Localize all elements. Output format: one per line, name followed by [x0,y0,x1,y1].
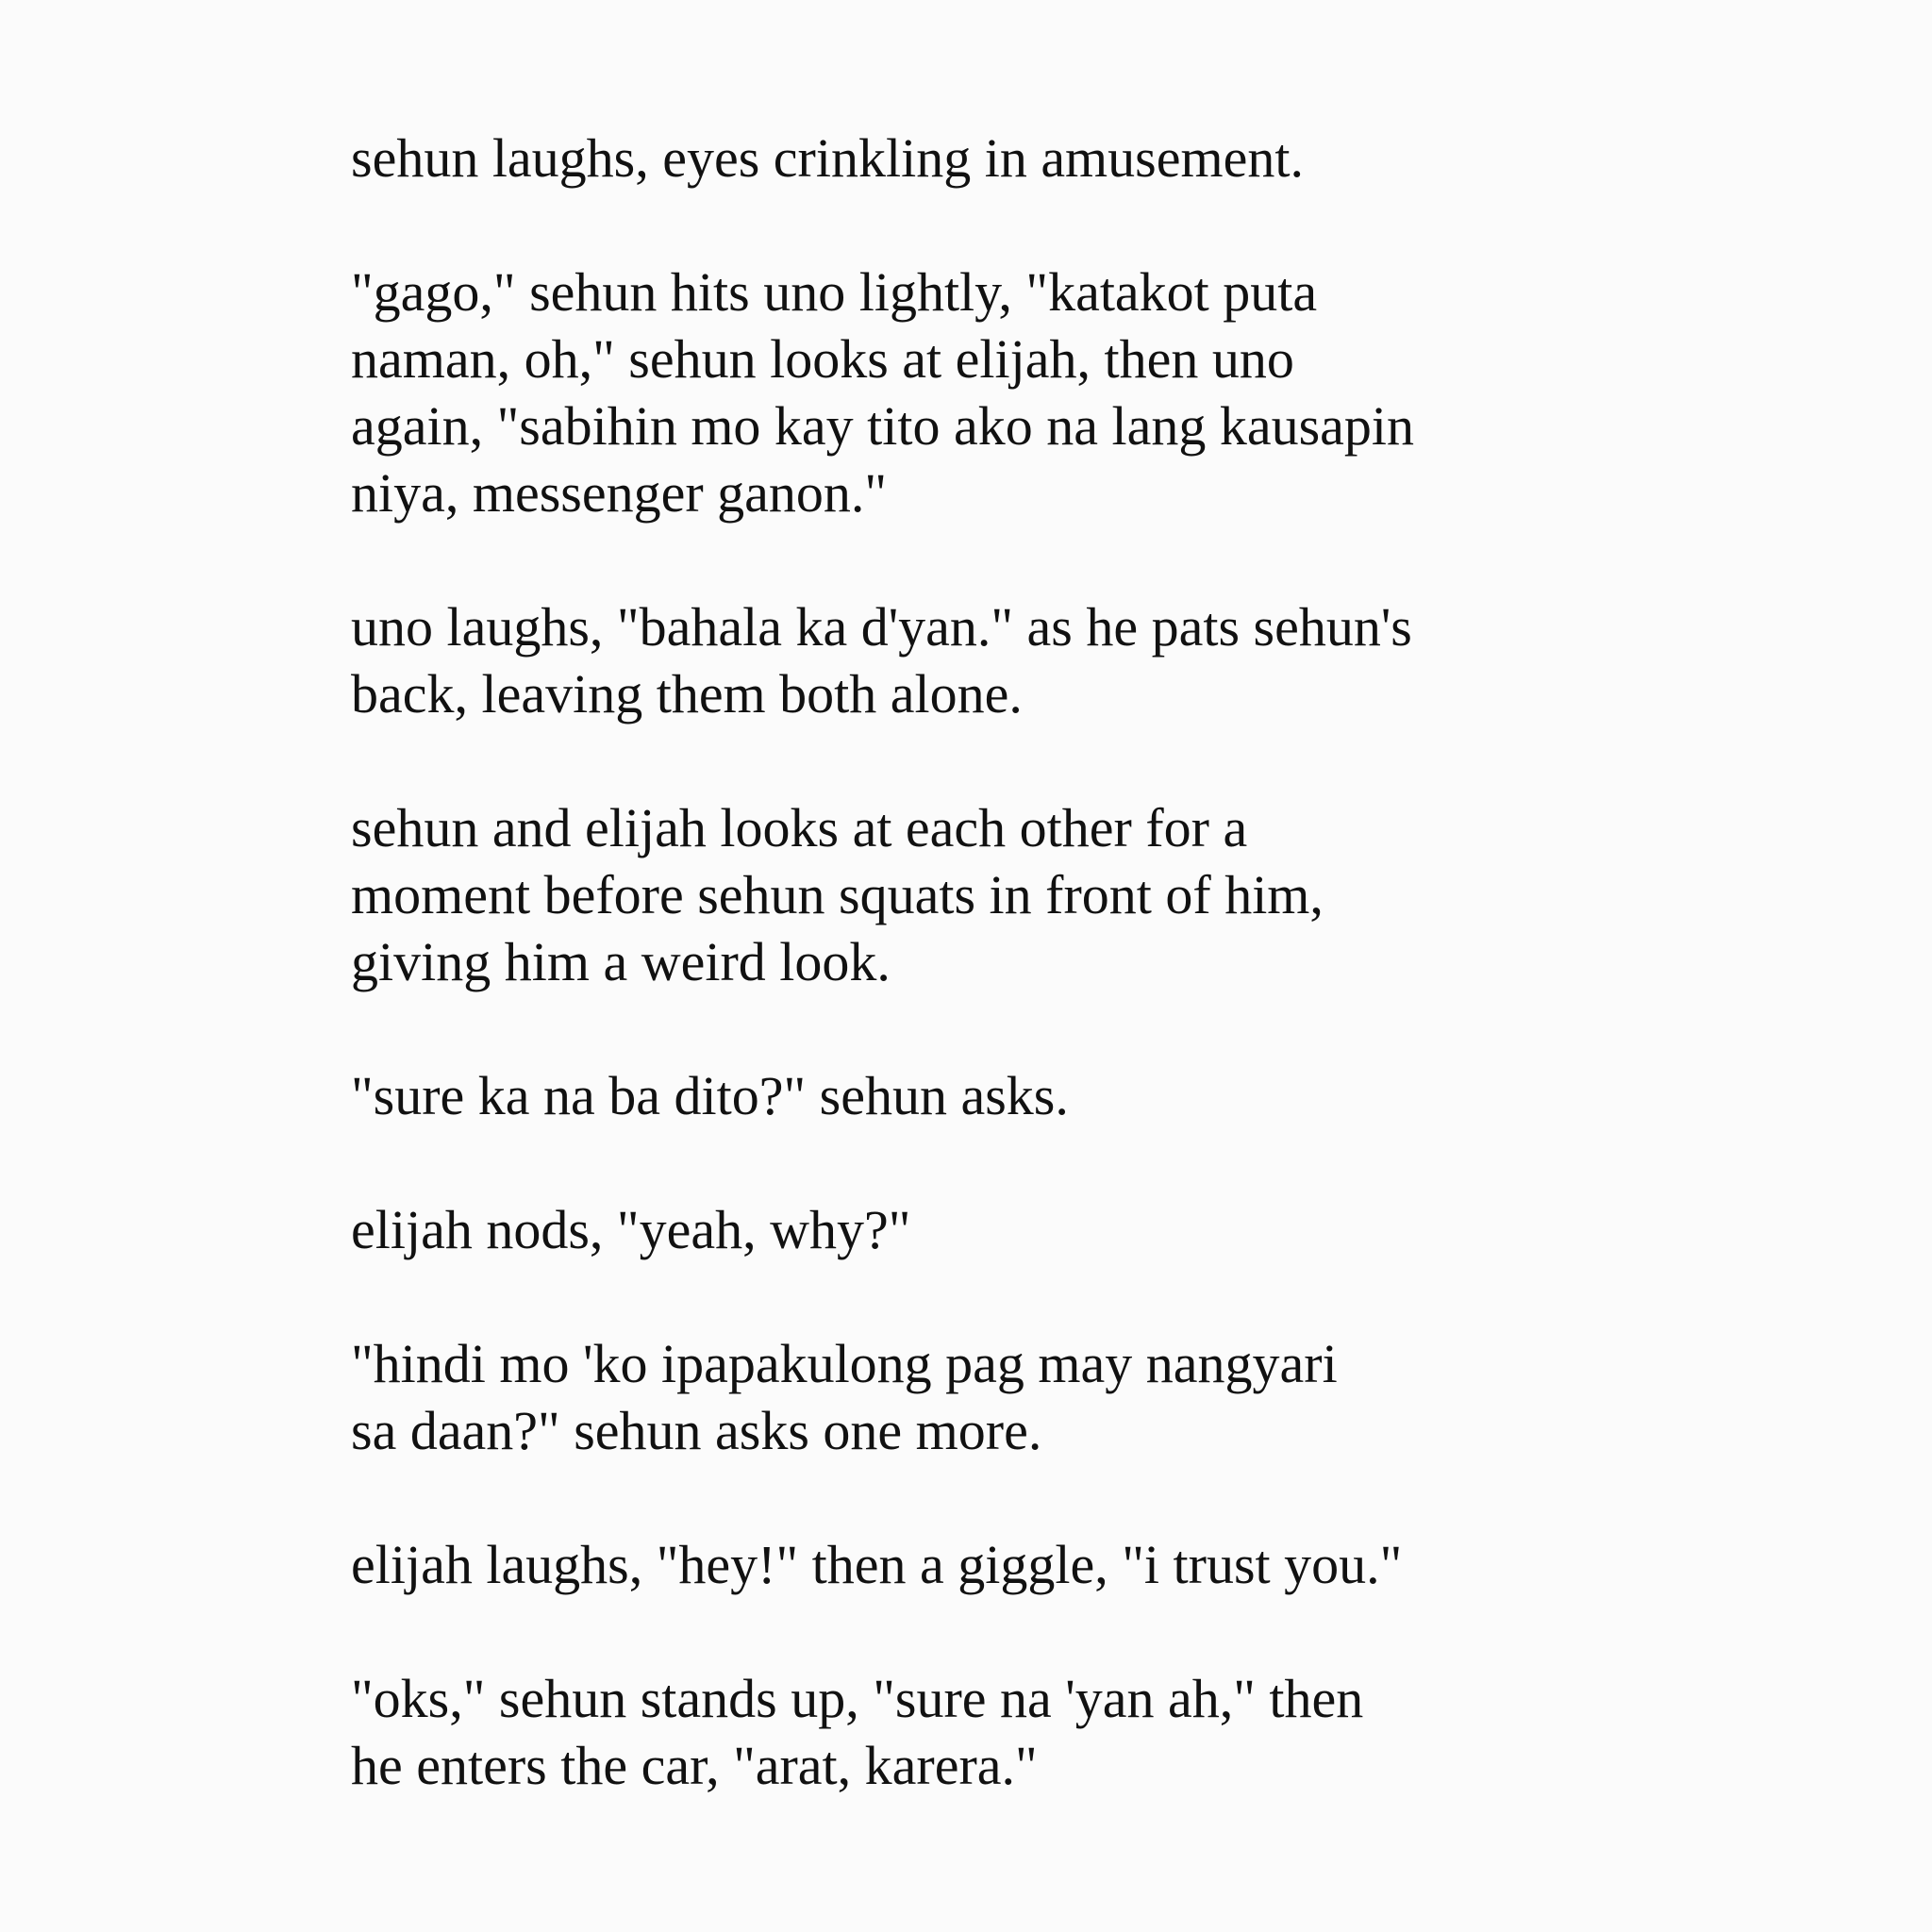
text-line: niya, messenger ganon." [351,462,888,524]
paragraph [351,794,1615,995]
text-line: sehun and elijah looks at each other for a [351,797,1248,858]
paragraph [351,1330,1615,1464]
paragraph [351,125,1615,192]
text-line: back, leaving them both alone. [351,663,1023,724]
text-line: elijah nods, "yeah, why?" [351,1199,911,1260]
text-line: "gago," sehun hits uno lightly, "katakot puta [351,261,1318,323]
text-line: sa daan?" sehun asks one more. [351,1400,1042,1461]
paragraph [351,1531,1615,1598]
text-line: "oks," sehun stands up, "sure na 'yan ah," then [351,1668,1364,1729]
text-line: moment before sehun squats in front of him, [351,864,1324,925]
text-line: sehun laughs, eyes crinkling in amusement. [351,127,1304,189]
text-line: again, "sabihin mo kay tito ako na lang kausapin [351,395,1415,457]
text-line: giving him a weird look. [351,931,891,992]
text-line: uno laughs, "bahala ka d'yan." as he pats sehun's [351,596,1412,658]
paragraph [351,593,1615,727]
text-line: elijah laughs, "hey!" then a giggle, "i trust you." [351,1534,1403,1595]
text-line: "sure ka na ba dito?" sehun asks. [351,1065,1069,1126]
paragraph [351,258,1615,526]
paragraph [351,1196,1615,1263]
story-text [351,125,1615,1866]
text-line: he enters the car, "arat, karera." [351,1735,1038,1796]
text-line: "hindi mo 'ko ipapakulong pag may nangyari [351,1333,1338,1394]
paragraph [351,1665,1615,1799]
text-line: naman, oh," sehun looks at elijah, then uno [351,328,1294,390]
paragraph [351,1062,1615,1129]
